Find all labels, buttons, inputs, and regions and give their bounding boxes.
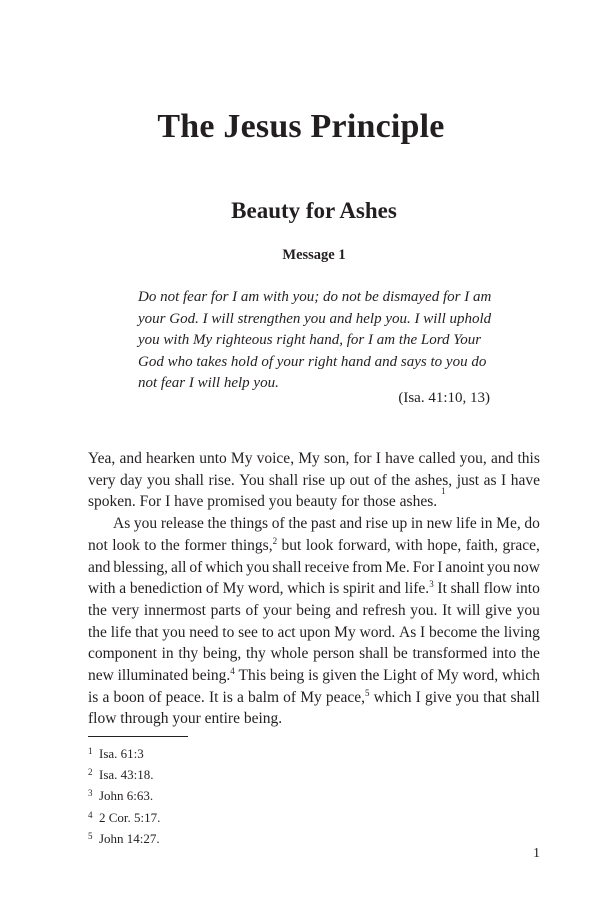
word: now <box>513 558 540 576</box>
footnote-number: 1 <box>88 746 93 756</box>
word: My <box>334 623 356 641</box>
word: life <box>456 515 477 533</box>
word: component <box>88 645 157 663</box>
word: hearken <box>145 450 196 467</box>
word: just <box>456 471 480 489</box>
word: all <box>170 558 187 576</box>
footnote-number: 5 <box>88 830 93 841</box>
word: which <box>501 667 540 685</box>
word: innermost <box>143 601 206 619</box>
text-line <box>88 708 540 730</box>
word: your <box>263 601 292 619</box>
word: to <box>261 623 274 641</box>
word: from <box>352 558 383 576</box>
word: the <box>288 515 308 533</box>
word: is <box>222 688 233 706</box>
word: illuminated <box>117 667 189 685</box>
word: act <box>277 623 296 641</box>
page-title: The Jesus Principle <box>157 108 445 145</box>
text-line <box>88 513 540 535</box>
word: become <box>428 623 478 641</box>
word: you <box>487 558 511 576</box>
word: word, <box>462 667 499 685</box>
word: being <box>296 601 331 619</box>
word: anoint <box>445 558 485 576</box>
word: you <box>516 601 540 619</box>
word: benediction <box>129 580 203 598</box>
word: rise <box>302 471 326 489</box>
word: up <box>329 471 346 489</box>
word: given <box>322 667 357 685</box>
footnote-text: John 6:63. <box>99 788 154 804</box>
word: is <box>328 580 340 598</box>
epigraph-line: God who takes hold of your right hand and says to you do <box>138 353 487 370</box>
word: shall <box>359 645 389 663</box>
word: living <box>503 623 540 641</box>
word: word, <box>247 580 284 598</box>
epigraph-line: not fear I will help you. <box>138 375 279 392</box>
word: look <box>305 536 334 554</box>
word: will <box>456 601 481 619</box>
word: give <box>485 601 512 619</box>
word: in <box>161 645 174 663</box>
word: day <box>120 471 143 489</box>
word: This <box>238 667 267 685</box>
word: spirit <box>342 580 375 598</box>
word: being <box>269 667 305 685</box>
footnote-text: Isa. 43:18. <box>99 767 154 783</box>
word: for <box>353 450 372 467</box>
word: the <box>88 623 107 641</box>
word: of <box>420 667 434 685</box>
word: shall <box>272 558 302 576</box>
word: past <box>310 515 336 533</box>
word: which <box>205 558 244 576</box>
word: rise. <box>208 471 235 489</box>
word: person <box>313 645 355 663</box>
word: peace,$^5$ <box>325 687 370 706</box>
word: voice, <box>256 450 295 467</box>
word: as <box>483 471 497 489</box>
word: that <box>483 688 507 706</box>
word: a <box>102 688 110 706</box>
paragraph-1 <box>88 448 540 513</box>
word: the <box>88 601 107 619</box>
word: have <box>510 471 540 489</box>
footnote-ref: 4 <box>230 666 235 677</box>
footnote-text: John 14:27. <box>99 830 160 846</box>
word: things <box>230 515 269 533</box>
footnote-number: 3 <box>88 788 93 799</box>
word: of <box>189 558 203 576</box>
word: the <box>480 623 500 641</box>
word: to <box>144 536 157 554</box>
footnote <box>88 742 388 763</box>
text-line <box>88 622 540 644</box>
word: in <box>480 515 493 533</box>
word: ashes, <box>414 471 453 489</box>
word: need <box>189 623 219 641</box>
word: It <box>442 601 452 619</box>
word: life <box>110 623 132 641</box>
word: this <box>517 450 540 467</box>
word: I <box>501 471 507 489</box>
text-line <box>88 665 540 687</box>
word: of <box>271 515 285 533</box>
footnote-number: 4 <box>88 809 93 820</box>
word: whole <box>270 645 309 663</box>
word: you. <box>410 601 438 619</box>
text-line <box>88 470 540 492</box>
text-line <box>88 643 540 665</box>
word: up <box>391 515 408 533</box>
footnote-divider <box>88 736 188 737</box>
word: new <box>426 515 453 533</box>
word: I <box>437 558 443 576</box>
word: life.$^3$ <box>404 579 434 598</box>
word: blessing, <box>113 558 169 576</box>
word: the <box>160 536 180 554</box>
word: have <box>385 450 415 467</box>
word: My <box>437 667 459 685</box>
word: called <box>418 450 456 467</box>
word: the <box>207 515 227 533</box>
text-run: spoken. For I have promised you beauty for those ashes. <box>88 493 438 511</box>
word: thy <box>245 645 266 663</box>
word: out <box>349 471 370 489</box>
footnotes <box>88 742 388 848</box>
text-line <box>88 448 540 470</box>
word: refresh <box>362 601 406 619</box>
word: My <box>300 688 322 706</box>
word: give <box>424 688 452 706</box>
text-line <box>88 535 540 557</box>
word: a <box>119 580 127 598</box>
word: transformed <box>412 645 488 663</box>
footnote <box>88 806 388 827</box>
text-line <box>88 557 540 579</box>
body-text <box>88 448 540 730</box>
word: the <box>391 471 411 489</box>
word: unto <box>199 450 227 467</box>
text-line <box>88 687 540 709</box>
word: be <box>393 645 408 663</box>
text-run: flow through your entire being. <box>88 710 283 728</box>
word: the <box>520 645 540 663</box>
word: Me. <box>385 558 410 576</box>
word: and <box>339 515 362 533</box>
word: of <box>283 688 297 706</box>
word: see <box>238 623 258 641</box>
word: and <box>335 601 358 619</box>
word: and <box>88 558 111 576</box>
word: very <box>88 471 116 489</box>
word: and <box>490 450 514 467</box>
text-line <box>88 486 540 513</box>
footnote-ref: 2 <box>272 535 278 546</box>
word: into <box>515 580 540 598</box>
word: word. <box>359 623 396 641</box>
footnote-text: Isa. 61:3 <box>99 746 144 761</box>
epigraph-line: you with My righteous right hand, for I am the Lord Your <box>138 332 482 349</box>
word: hope, <box>427 536 462 554</box>
word: upon <box>299 623 331 641</box>
footnote <box>88 827 388 848</box>
word: and <box>378 580 401 598</box>
footnote-ref: 5 <box>365 687 370 698</box>
text-line <box>88 578 540 600</box>
word: in <box>410 515 423 533</box>
word: I <box>375 450 381 467</box>
word: a <box>237 688 244 706</box>
chapter-subtitle: Beauty for Ashes <box>231 198 397 223</box>
word: of <box>245 601 259 619</box>
word: you <box>455 688 480 706</box>
word: look <box>112 536 140 554</box>
epigraph-citation: (Isa. 41:10, 13) <box>398 390 490 406</box>
word: release <box>160 515 204 533</box>
word: is <box>308 667 319 685</box>
word: grace, <box>502 536 540 554</box>
word: Yea, <box>88 450 116 467</box>
word: with <box>88 580 116 598</box>
epigraph-quote <box>138 287 490 395</box>
word: I <box>420 623 426 641</box>
footnote-ref: 3 <box>429 579 434 590</box>
word: is <box>88 688 99 706</box>
message-label: Message 1 <box>282 247 346 263</box>
word: that <box>135 623 159 641</box>
word: former <box>184 536 227 554</box>
word: boon <box>113 688 145 706</box>
word: Light <box>383 667 417 685</box>
word: shall <box>174 471 204 489</box>
word: balm <box>248 688 280 706</box>
word: My <box>298 450 320 467</box>
word: My <box>230 450 253 467</box>
word: receive <box>304 558 350 576</box>
epigraph-line: your God. I will strengthen you and help you. I will uphold <box>138 310 492 327</box>
footnote <box>88 763 388 784</box>
word: but <box>281 536 302 554</box>
word: being, <box>202 645 242 663</box>
word: flow <box>483 580 513 598</box>
word: As <box>399 623 417 641</box>
word: I <box>415 688 421 706</box>
word: faith, <box>465 536 498 554</box>
word: very <box>111 601 140 619</box>
word: of <box>148 688 162 706</box>
word: You <box>239 471 265 489</box>
text-line <box>88 600 540 622</box>
word: shall <box>510 688 540 706</box>
word: son, <box>323 450 350 467</box>
word: thy <box>178 645 199 663</box>
word: which <box>287 580 326 598</box>
word: you, <box>459 450 487 467</box>
word: do <box>524 515 540 533</box>
word: you <box>246 558 270 576</box>
epigraph-line: Do not fear for I am with you; do not be dismayed for I am <box>138 289 492 305</box>
word: rise <box>365 515 389 533</box>
word: forward, <box>337 536 391 554</box>
word: being.$^4$ <box>191 666 235 685</box>
word: of <box>373 471 387 489</box>
footnote-text: 2 Cor. 5:17. <box>99 809 161 825</box>
word: you <box>133 515 158 533</box>
word: shall <box>268 471 299 489</box>
word: which <box>373 688 412 706</box>
word: and <box>119 450 142 467</box>
word: shall <box>450 580 480 598</box>
word: things,$^2$ <box>230 535 278 554</box>
word: It <box>208 688 219 706</box>
footnote <box>88 784 388 805</box>
word: with <box>395 536 423 554</box>
word: Me, <box>496 515 521 533</box>
footnote-ref: 1 <box>441 486 446 497</box>
word: My <box>222 580 245 598</box>
page-number: 1 <box>533 846 540 861</box>
word: you <box>146 471 171 489</box>
word: of <box>205 580 219 598</box>
word: peace. <box>165 688 205 706</box>
word: into <box>492 645 517 663</box>
paragraph-2 <box>88 513 540 730</box>
word: For <box>412 558 435 576</box>
word: you <box>162 623 186 641</box>
word: not <box>88 536 108 554</box>
word: the <box>360 667 380 685</box>
word: It <box>437 580 447 598</box>
word: to <box>222 623 235 641</box>
word: new <box>88 667 114 685</box>
footnote-number: 2 <box>88 767 93 778</box>
word: parts <box>210 601 241 619</box>
word: As <box>113 515 131 533</box>
